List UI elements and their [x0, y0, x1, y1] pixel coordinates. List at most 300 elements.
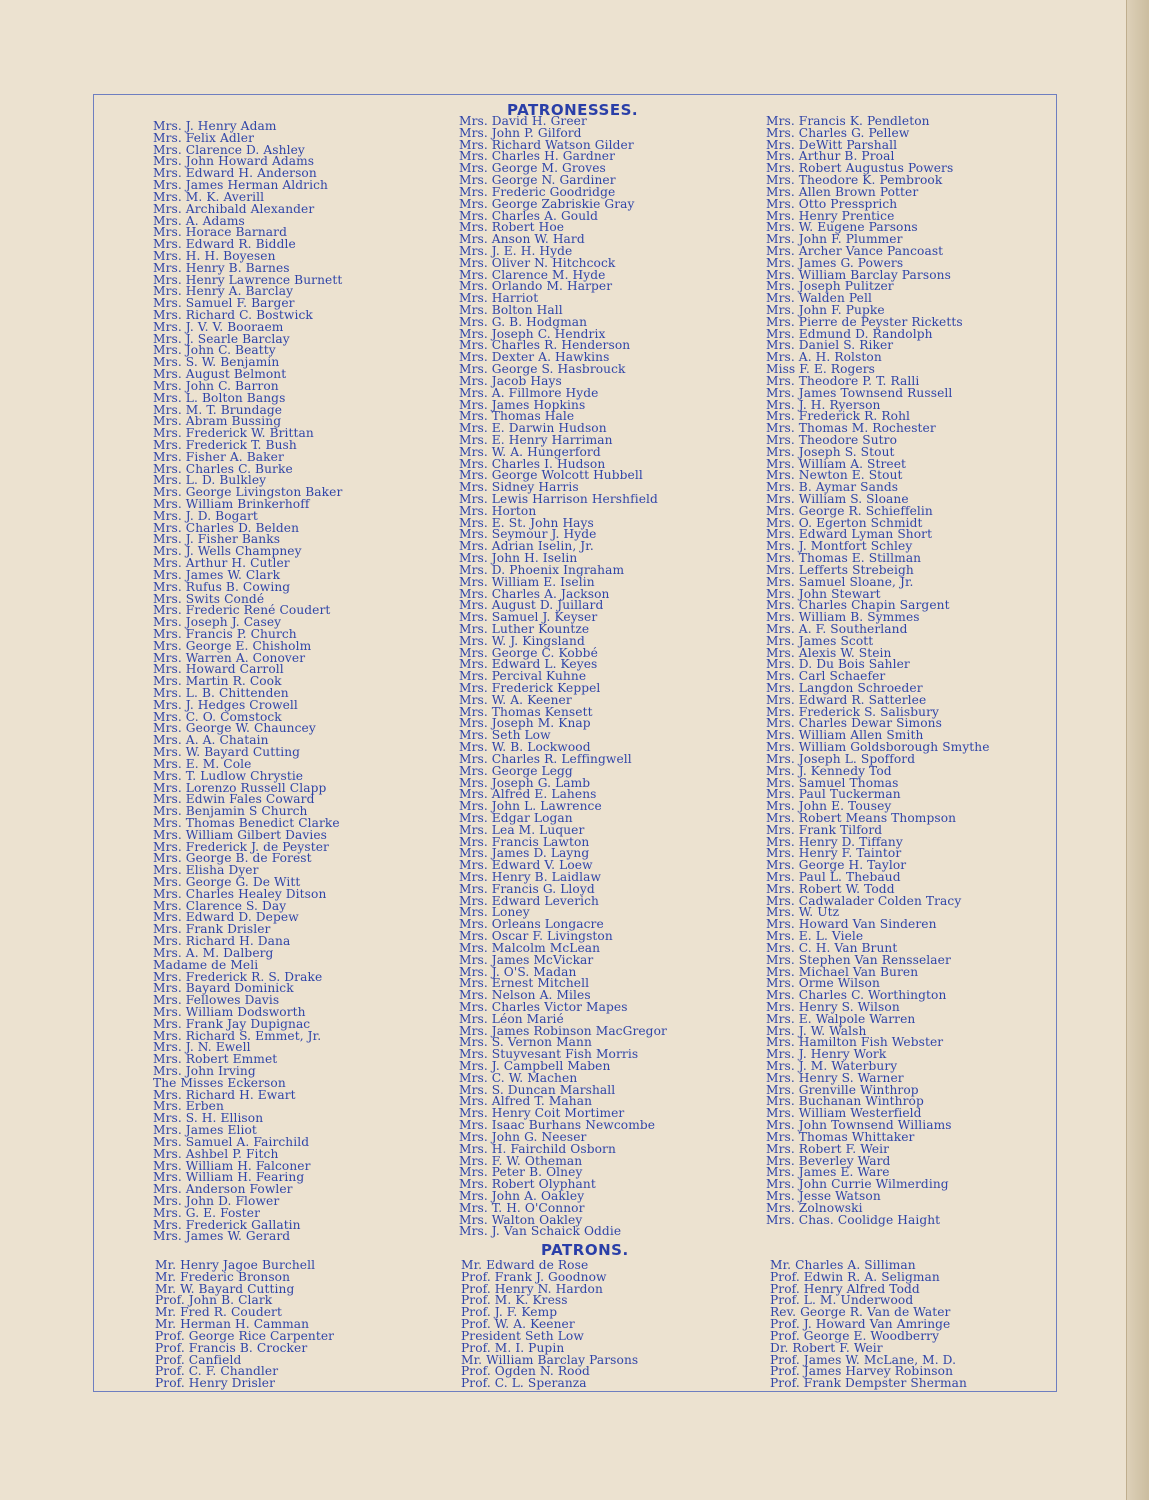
name-entry: Mr. Herman H. Camman — [155, 1317, 310, 1332]
name-entry: Mrs. Henry S. Wilson — [766, 999, 900, 1014]
name-entry: Mrs. Archer Vance Pancoast — [766, 243, 944, 258]
name-entry: Mrs. Abram Bussing — [153, 414, 282, 429]
name-entry: Mrs. Henry Lawrence Burnett — [153, 272, 343, 287]
name-entry: Mrs. George R. Schieffelin — [766, 503, 933, 518]
name-entry: Mrs. Robert F. Weir — [766, 1141, 890, 1156]
name-entry: Mrs. Henry B. Laidlaw — [459, 870, 602, 884]
name-entry: Prof. J. F. Kemp — [461, 1305, 558, 1320]
name-entry: Prof. Francis B. Crocker — [155, 1340, 308, 1355]
name-entry: Mrs. Langdon Schroeder — [766, 681, 923, 695]
name-entry: Mrs. James Scott — [766, 633, 874, 648]
name-entry: Mrs. Paul Tuckerman — [766, 787, 901, 802]
name-entry: Mrs. Luther Kountze — [459, 621, 590, 636]
name-entry: Mrs. Samuel J. Keyser — [459, 610, 598, 625]
name-entry: Mrs. Joseph M. Knap — [459, 716, 591, 731]
name-entry: Mrs. Martin R. Cook — [153, 674, 282, 689]
name-entry: Mr. Henry Jagoe Burchell — [155, 1258, 316, 1272]
name-entry: Mrs. George G. De Witt — [153, 875, 301, 889]
name-entry: Mrs. M. T. Brundage — [153, 402, 283, 417]
name-entry: Mrs. Oliver N. Hitchcock — [459, 255, 616, 270]
name-entry: Mrs. John Currie Wilmerding — [766, 1177, 949, 1192]
name-entry: Mrs. Alfred E. Lahens — [459, 787, 597, 802]
name-entry: Prof. James W. McLane, M. D. — [770, 1352, 957, 1367]
name-entry: Mrs. Charles I. Hudson — [459, 456, 606, 471]
name-entry: Mrs. Oscar F. Livingston — [459, 929, 613, 944]
name-entry: Mrs. E. M. Cole — [153, 756, 252, 771]
name-entry: Mrs. Charles C. Burke — [153, 461, 293, 476]
name-entry: Mrs. James Robinson MacGregor — [459, 1023, 667, 1038]
name-entry: Mrs. Charles Healey Ditson — [153, 886, 327, 901]
name-entry: Mrs. A. Adams — [153, 213, 245, 228]
name-entry: Mrs. Malcolm McLean — [459, 940, 601, 955]
name-entry: Mrs. Otto Pressprich — [766, 196, 898, 211]
name-entry: Mrs. Lea M. Luquer — [459, 822, 585, 837]
name-entry: Mrs. D. Phoenix Ingraham — [459, 562, 625, 577]
name-entry: Mrs. Edgar Logan — [459, 810, 573, 825]
name-entry: Mrs. Seth Low — [459, 728, 551, 743]
name-entry: Mrs. Henry Prentice — [766, 208, 895, 223]
name-entry: Mr. Fred R. Coudert — [155, 1305, 282, 1320]
name-entry: Mrs. J. Montfort Schley — [766, 539, 913, 554]
name-entry: Mrs. Samuel Sloane, Jr. — [766, 574, 914, 589]
name-entry: Mrs. T. H. O'Connor — [459, 1200, 585, 1215]
name-entry: Madame de Meli — [153, 957, 259, 972]
name-entry: Mrs. Walton Oakley — [459, 1212, 583, 1227]
name-entry: Mrs. Henry D. Tiffany — [766, 834, 903, 849]
name-entry: Mrs. W. A. Keener — [459, 692, 572, 707]
name-entry: Mrs. L. B. Chittenden — [153, 686, 289, 700]
name-entry: Mrs. E. Henry Harriman — [459, 432, 613, 447]
name-entry: Mrs. Frank Tilford — [766, 822, 883, 837]
name-entry: Mrs. John D. Flower — [153, 1193, 280, 1208]
name-entry: Mrs. Frederic Goodridge — [459, 184, 616, 199]
name-entry: Mrs. A. A. Chatain — [153, 733, 269, 748]
name-entry: Mrs. Harriot — [459, 291, 539, 306]
name-entry: Mrs. E. L. Viele — [766, 929, 864, 944]
page-edge — [1126, 0, 1149, 1500]
name-entry: Mrs. Howard Van Sinderen — [766, 917, 937, 932]
name-entry: Prof. George E. Woodberry — [770, 1328, 940, 1343]
name-entry: Mrs. Nelson A. Miles — [459, 988, 591, 1003]
name-entry: Mrs. A. F. Southerland — [766, 621, 908, 636]
name-entry: Mrs. George Legg — [459, 763, 573, 778]
name-entry: Mrs. William Allen Smith — [766, 728, 924, 743]
name-entry: Mrs. William E. Iselin — [459, 574, 595, 589]
name-entry: Mrs. Anson W. Hard — [459, 232, 585, 247]
name-entry: Mrs. William S. Sloane — [766, 492, 909, 506]
name-entry: Mrs. John C. Barron — [153, 378, 279, 393]
name-entry: Mrs. Thomas M. Rochester — [766, 421, 936, 436]
name-entry: Mrs. B. Aymar Sands — [766, 480, 899, 495]
name-entry: Mrs. E. Walpole Warren — [766, 1011, 916, 1026]
name-entry: Mrs. Edward V. Loew — [459, 858, 593, 873]
name-entry: Mrs. Jesse Watson — [766, 1188, 881, 1203]
name-entry: Mrs. J. Fisher Banks — [153, 532, 281, 547]
name-entry: Mrs. Benjamin S Church — [153, 804, 308, 819]
name-entry: Mrs. J. Campbell Maben — [459, 1059, 611, 1073]
name-entry: Mrs. Thomas Whittaker — [766, 1129, 915, 1144]
name-entry: Mrs. William Barclay Parsons — [766, 267, 951, 282]
name-entry: Prof. Ogden N. Rood — [461, 1364, 590, 1379]
name-entry: Mrs. J. Wells Champney — [153, 544, 302, 559]
name-entry: Mrs. Léon Marié — [459, 1011, 564, 1026]
name-entry: Miss F. E. Rogers — [766, 362, 876, 377]
name-entry: Mrs. C. H. Van Brunt — [766, 940, 898, 955]
name-entry: Mrs. George W. Chauncey — [153, 721, 316, 736]
name-entry: Mrs. Robert Means Thompson — [766, 810, 957, 825]
patronesses-heading: PATRONESSES. — [507, 101, 639, 119]
name-entry: Prof. John B. Clark — [155, 1293, 273, 1308]
name-entry: Mrs. J. Van Schaick Oddie — [459, 1224, 622, 1239]
name-entry: Mrs. Cadwalader Colden Tracy — [766, 893, 962, 908]
name-entry: Mrs. William Westerfield — [766, 1106, 922, 1121]
name-entry: Mrs. George Zabriskie Gray — [459, 196, 635, 211]
name-entry: Mrs. Frederick S. Salisbury — [766, 704, 940, 719]
name-entry: Mrs. Elisha Dyer — [153, 863, 259, 878]
name-entry: Mrs. Charles G. Pellew — [766, 125, 910, 140]
name-entry: Mrs. John H. Iselin — [459, 551, 578, 566]
name-entry: Mrs. Chas. Coolidge Haight — [766, 1212, 941, 1227]
name-entry: Mrs. Joseph C. Hendrix — [459, 326, 606, 341]
name-entry: Mrs. William H. Fearing — [153, 1170, 305, 1185]
name-entry: Prof. Henry Drisler — [155, 1376, 276, 1391]
name-entry: Mrs. William Dodsworth — [153, 1004, 306, 1019]
name-entry: Mrs. Francis G. Lloyd — [459, 881, 595, 896]
patrons-column-3 — [770, 1260, 967, 1390]
name-entry: Mrs. Edwin Fales Coward — [153, 792, 315, 807]
name-entry: Prof. M. I. Pupin — [461, 1340, 565, 1355]
name-entry: Rev. George R. Van de Water — [770, 1305, 951, 1320]
name-entry: Mrs. W. A. Hungerford — [459, 444, 601, 459]
name-entry: Prof. W. A. Keener — [461, 1317, 575, 1332]
name-entry: Mrs. Edward R. Biddle — [153, 237, 296, 252]
name-entry: Mrs. Samuel Thomas — [766, 775, 899, 790]
name-entry: Mrs. Frederic René Coudert — [153, 603, 331, 618]
name-entry: Mrs. Richard H. Dana — [153, 934, 291, 949]
name-entry: Mrs. A. Fillmore Hyde — [459, 385, 599, 400]
name-entry: Mrs. Charles Chapin Sargent — [766, 598, 950, 613]
name-entry: Mrs. James D. Layng — [459, 846, 590, 861]
name-entry: Prof. Henry Alfred Todd — [770, 1281, 920, 1296]
name-entry: Mrs. William Gilbert Davies — [153, 827, 328, 842]
name-entry: Mrs. Walden Pell — [766, 291, 872, 306]
name-entry: Mrs. Theodore K. Pembrook — [766, 173, 943, 188]
name-entry: Mrs. Theodore Sutro — [766, 432, 898, 447]
name-entry: Mrs. George Livingston Baker — [153, 485, 343, 500]
name-entry: Mrs. John Howard Adams — [153, 154, 315, 169]
name-entry: Mrs. G. E. Foster — [153, 1205, 261, 1220]
name-entry: Mrs. Newton E. Stout — [766, 468, 903, 483]
name-entry: Mrs. Peter B. Olney — [459, 1165, 583, 1180]
name-entry: Mrs. Henry S. Warner — [766, 1070, 904, 1085]
name-entry: Mr. Charles A. Silliman — [770, 1258, 916, 1272]
name-entry: Mrs. J. M. Waterbury — [766, 1059, 898, 1073]
name-entry: Mrs. Henry B. Barnes — [153, 260, 290, 275]
name-entry: Mrs. Henry A. Barclay — [153, 284, 294, 299]
name-entry: Prof. Edwin R. A. Seligman — [770, 1269, 940, 1284]
name-entry: Mrs. John E. Tousey — [766, 799, 892, 814]
name-entry: Mrs. James Hopkins — [459, 397, 586, 412]
name-entry: Mrs. Frederick Keppel — [459, 681, 601, 695]
name-entry: Mrs. Dexter A. Hawkins — [459, 350, 610, 365]
name-entry: Mrs. John Stewart — [766, 586, 881, 601]
name-entry: Mrs. Bayard Dominick — [153, 981, 294, 996]
name-entry: Mr. W. Bayard Cutting — [155, 1281, 295, 1296]
name-entry: Mrs. Lefferts Strebeigh — [766, 562, 914, 577]
name-entry: Mrs. C. W. Machen — [459, 1070, 578, 1085]
name-entry: Mrs. Francis K. Pendleton — [766, 114, 930, 128]
name-entry: Mrs. Anderson Fowler — [153, 1182, 293, 1197]
name-entry: Prof. Frank Dempster Sherman — [770, 1376, 967, 1391]
name-entry: Prof. Canfield — [155, 1352, 242, 1367]
name-entry: Mrs. Joseph L. Spofford — [766, 751, 916, 766]
name-entry: Mrs. Loney — [459, 905, 530, 920]
name-entry: Mrs. J. V. V. Booraem — [153, 319, 284, 334]
name-entry: Mrs. Charles A. Gould — [459, 208, 599, 223]
name-entry: Mrs. F. W. Otheman — [459, 1153, 583, 1168]
name-entry: Mrs. Francis P. Church — [153, 626, 297, 641]
name-entry: Mrs. S. Duncan Marshall — [459, 1082, 616, 1097]
name-entry: Mrs. Arthur H. Cutler — [153, 556, 290, 571]
name-entry: Mrs. Charles D. Belden — [153, 520, 300, 535]
name-entry: Mrs. Beverley Ward — [766, 1153, 891, 1168]
patronesses-column-3 — [766, 116, 990, 1226]
name-entry: Mrs. Richard S. Emmet, Jr. — [153, 1028, 322, 1043]
name-entry: Mrs. Warren A. Conover — [153, 650, 306, 665]
name-entry: Mrs. Charles Dewar Simons — [766, 716, 942, 731]
name-entry: Mrs. D. Du Bois Sahler — [766, 657, 910, 672]
name-entry: Mrs. David H. Greer — [459, 114, 587, 128]
name-entry: Mrs. O. Egerton Schmidt — [766, 515, 923, 530]
name-entry: Mrs. G. B. Hodgman — [459, 314, 588, 329]
name-entry: Mrs. Edward R. Satterlee — [766, 692, 927, 707]
name-entry: Mrs. Alexis W. Stein — [766, 645, 892, 660]
name-entry: Mrs. Alfred T. Mahan — [459, 1094, 593, 1109]
name-entry: Mrs. Richard Watson Gilder — [459, 137, 634, 152]
patrons-column-1 — [155, 1260, 334, 1390]
name-entry: Mrs. Samuel F. Barger — [153, 296, 295, 311]
name-entry: Prof. Frank J. Goodnow — [461, 1269, 607, 1284]
name-entry: Mrs. John Irving — [153, 1064, 256, 1078]
name-entry: Mrs. Clarence D. Ashley — [153, 142, 305, 157]
name-entry: Mrs. George Wolcott Hubbell — [459, 468, 643, 483]
name-entry: Mrs. George S. Hasbrouck — [459, 362, 626, 377]
name-entry: Mrs. Lewis Harrison Hershfield — [459, 492, 658, 506]
name-entry: Mrs. George H. Taylor — [766, 858, 907, 873]
name-entry: Mrs. Arthur B. Proal — [766, 149, 895, 164]
name-entry: Mrs. Frederick Gallatin — [153, 1217, 301, 1232]
name-entry: Prof. C. L. Speranza — [461, 1376, 587, 1391]
name-entry: Mrs. Richard H. Ewart — [153, 1087, 296, 1102]
name-entry: Mrs. August Belmont — [153, 367, 287, 382]
name-entry: Mrs. James Herman Aldrich — [153, 178, 328, 193]
name-entry: Mrs. Edward L. Keyes — [459, 657, 598, 672]
name-entry: Mrs. Fellowes Davis — [153, 993, 280, 1008]
name-entry: Mrs. Pierre de Peyster Ricketts — [766, 314, 963, 329]
name-entry: Mrs. Howard Carroll — [153, 662, 284, 677]
name-entry: Mrs. H. Fairchild Osborn — [459, 1141, 616, 1156]
name-entry: Mrs. E. St. John Hays — [459, 515, 594, 530]
name-entry: Mrs. Charles R. Leffingwell — [459, 751, 632, 766]
name-entry: Mrs. John G. Neeser — [459, 1129, 587, 1144]
name-entry: Mr. Edward de Rose — [461, 1258, 589, 1272]
name-entry: Mrs. Joseph S. Stout — [766, 444, 895, 459]
name-entry: Mrs. Allen Brown Potter — [766, 184, 919, 199]
name-entry: Mr. William Barclay Parsons — [461, 1352, 639, 1367]
name-entry: Mrs. J. Hedges Crowell — [153, 697, 298, 712]
patronesses-column-1 — [153, 121, 342, 1243]
name-entry: Mrs. Charles H. Gardner — [459, 149, 616, 164]
name-entry: Mrs. Edward Lyman Short — [766, 527, 933, 542]
name-entry: Mrs. Hamilton Fish Webster — [766, 1035, 944, 1050]
patrons-heading: PATRONS. — [541, 1241, 629, 1259]
name-entry: Mrs. Orlando M. Harper — [459, 279, 613, 294]
name-entry: Mrs. James E. Ware — [766, 1165, 890, 1180]
name-entry: Mrs. William A. Street — [766, 456, 907, 471]
name-entry: Mrs. Robert W. Todd — [766, 881, 895, 896]
name-entry: Mrs. S. H. Ellison — [153, 1111, 264, 1126]
name-entry: Mrs. Richard C. Bostwick — [153, 308, 313, 322]
name-entry: Mrs. Frank Drisler — [153, 922, 271, 937]
name-entry: Mrs. S. Vernon Mann — [459, 1035, 592, 1050]
name-entry: Mrs. August D. Juillard — [459, 598, 604, 613]
name-entry: Mrs. J. H. Ryerson — [766, 397, 881, 412]
name-entry: Mrs. Ashbel P. Fitch — [153, 1146, 279, 1161]
name-entry: Mrs. George M. Groves — [459, 161, 606, 176]
name-entry: Mrs. L. Bolton Bangs — [153, 390, 286, 405]
name-entry: Mrs. T. Ludlow Chrystie — [153, 768, 304, 783]
name-entry: Mrs. William H. Falconer — [153, 1158, 311, 1173]
name-entry: Mrs. Frederick W. Brittan — [153, 426, 314, 441]
name-entry: Mrs. H. H. Boyesen — [153, 248, 276, 263]
name-entry: Mrs. Charles R. Henderson — [459, 338, 631, 353]
name-entry: Mrs. J. D. Bogart — [153, 508, 258, 523]
name-entry: Mrs. Horace Barnard — [153, 225, 287, 240]
name-entry: Mrs. Henry F. Taintor — [766, 846, 902, 861]
name-entry: Mrs. Francis Lawton — [459, 834, 590, 849]
patronesses-column-2 — [459, 116, 667, 1238]
name-entry: Mrs. Charles A. Jackson — [459, 586, 610, 601]
name-entry: Prof. George Rice Carpenter — [155, 1328, 335, 1343]
name-entry: Mrs. Felix Adler — [153, 130, 254, 145]
name-entry: Mrs. George E. Chisholm — [153, 638, 312, 653]
name-entry: Mrs. Frederick R. Rohl — [766, 409, 911, 424]
name-entry: Prof. C. F. Chandler — [155, 1364, 279, 1379]
name-entry: Mrs. George N. Gardiner — [459, 173, 616, 188]
name-entry: Mrs. Frederick T. Bush — [153, 437, 297, 452]
name-entry: Prof. James Harvey Robinson — [770, 1364, 954, 1379]
name-entry: Mrs. Seymour J. Hyde — [459, 527, 597, 542]
name-entry: Mrs. Bolton Hall — [459, 303, 563, 317]
name-entry: Mrs. M. K. Averill — [153, 189, 265, 204]
name-entry: Mrs. E. Darwin Hudson — [459, 421, 607, 436]
name-entry: Prof. L. M. Underwood — [770, 1293, 914, 1308]
name-entry: Mrs. James Townsend Russell — [766, 385, 953, 400]
name-entry: Mr. Frederic Bronson — [155, 1269, 291, 1284]
name-entry: Mrs. W. Bayard Cutting — [153, 745, 301, 760]
name-entry: Mrs. Adrian Iselin, Jr. — [459, 539, 594, 554]
name-entry: Mrs. Sidney Harris — [459, 480, 579, 495]
name-entry: Mrs. J. Searle Barclay — [153, 331, 290, 346]
name-entry: Mrs. Lorenzo Russell Clapp — [153, 780, 327, 795]
name-entry: Mrs. J. Henry Work — [766, 1047, 887, 1062]
name-entry: Mrs. Clarence S. Day — [153, 898, 287, 913]
name-entry: Mrs. S. W. Benjamin — [153, 355, 280, 370]
name-entry: Mrs. John L. Lawrence — [459, 799, 602, 814]
name-entry: Mrs. Edward D. Depew — [153, 910, 299, 925]
name-entry: Mrs. Charles C. Worthington — [766, 988, 947, 1003]
name-entry: Mrs. A. H. Rolston — [766, 350, 882, 365]
name-entry: Mrs. J. Henry Adam — [153, 119, 277, 133]
name-entry: Mrs. Paul L. Thebaud — [766, 870, 901, 884]
name-entry: Mrs. Theodore P. T. Ralli — [766, 373, 920, 388]
name-entry: Mrs. Edward H. Anderson — [153, 166, 317, 181]
patrons-column-2 — [461, 1260, 638, 1390]
name-entry: Prof. M. K. Kress — [461, 1293, 568, 1308]
name-entry: Mrs. Joseph Pulitzer — [766, 279, 894, 294]
name-entry: Mrs. A. M. Dalberg — [153, 945, 274, 960]
name-entry: Mrs. George C. Kobbé — [459, 645, 598, 660]
name-entry: Mrs. Rufus B. Cowing — [153, 579, 291, 594]
name-entry: Mrs. Percival Kuhne — [459, 669, 587, 684]
name-entry: Mrs. William B. Symmes — [766, 610, 920, 625]
name-entry: Mrs. Swits Condé — [153, 591, 265, 606]
name-entry: Mrs. William Brinkerhoff — [153, 497, 310, 511]
name-entry: Mrs. Thomas E. Stillman — [766, 551, 922, 566]
name-entry: Mrs. Zolnowski — [766, 1200, 863, 1215]
name-entry: Mrs. Joseph J. Casey — [153, 615, 282, 630]
name-entry: Mrs. Orleans Longacre — [459, 917, 604, 932]
name-entry: Mrs. Ernest Mitchell — [459, 976, 590, 991]
name-entry: Mrs. Frank Jay Dupignac — [153, 1016, 311, 1031]
name-entry: Mrs. Horton — [459, 503, 537, 518]
name-entry: Mrs. Joseph G. Lamb — [459, 775, 591, 790]
name-entry: Mrs. John F. Plummer — [766, 232, 903, 247]
name-entry: Mrs. C. O. Comstock — [153, 709, 282, 724]
name-entry: Mrs. Frederick J. de Peyster — [153, 839, 329, 854]
name-entry: Mrs. Archibald Alexander — [153, 201, 315, 216]
name-entry: Mrs. George B. de Forest — [153, 851, 312, 866]
name-entry: Mrs. Thomas Benedict Clarke — [153, 815, 340, 830]
name-entry: Mrs. Carl Schaefer — [766, 669, 886, 684]
name-entry: The Misses Eckerson — [153, 1075, 286, 1090]
name-entry: Mrs. Isaac Burhans Newcombe — [459, 1118, 656, 1133]
name-entry: Mrs. W. Utz — [766, 905, 840, 920]
name-entry: Dr. Robert F. Weir — [770, 1340, 883, 1355]
name-entry: Mrs. John P. Gilford — [459, 125, 582, 140]
name-entry: Mrs. Robert Olyphant — [459, 1177, 596, 1192]
name-entry: Mrs. J. N. Ewell — [153, 1040, 251, 1055]
name-entry: Mrs. Charles Victor Mapes — [459, 999, 628, 1014]
name-entry: Mrs. James G. Powers — [766, 255, 904, 270]
name-entry: Mrs. DeWitt Parshall — [766, 137, 898, 152]
name-entry: Mrs. J. W. Walsh — [766, 1023, 867, 1038]
name-entry: Mrs. Clarence M. Hyde — [459, 267, 606, 282]
name-entry: Mrs. Edmund D. Randolph — [766, 326, 933, 341]
name-entry: Mrs. John F. Pupke — [766, 303, 885, 317]
name-entry: Mrs. James Eliot — [153, 1123, 257, 1138]
name-entry: Mrs. J. Kennedy Tod — [766, 763, 892, 778]
name-entry: President Seth Low — [461, 1328, 584, 1343]
name-entry: Prof. J. Howard Van Amringe — [770, 1317, 951, 1332]
name-entry: Prof. Henry N. Hardon — [461, 1281, 603, 1296]
name-entry: Mrs. James W. Clark — [153, 567, 281, 582]
name-entry: Mrs. Fisher A. Baker — [153, 449, 284, 464]
name-entry: Mrs. John A. Oakley — [459, 1188, 585, 1203]
name-entry: Mrs. Frederick R. S. Drake — [153, 969, 323, 984]
name-entry: Mrs. Jacob Hays — [459, 373, 562, 388]
name-entry: Mrs. J. E. H. Hyde — [459, 243, 573, 258]
